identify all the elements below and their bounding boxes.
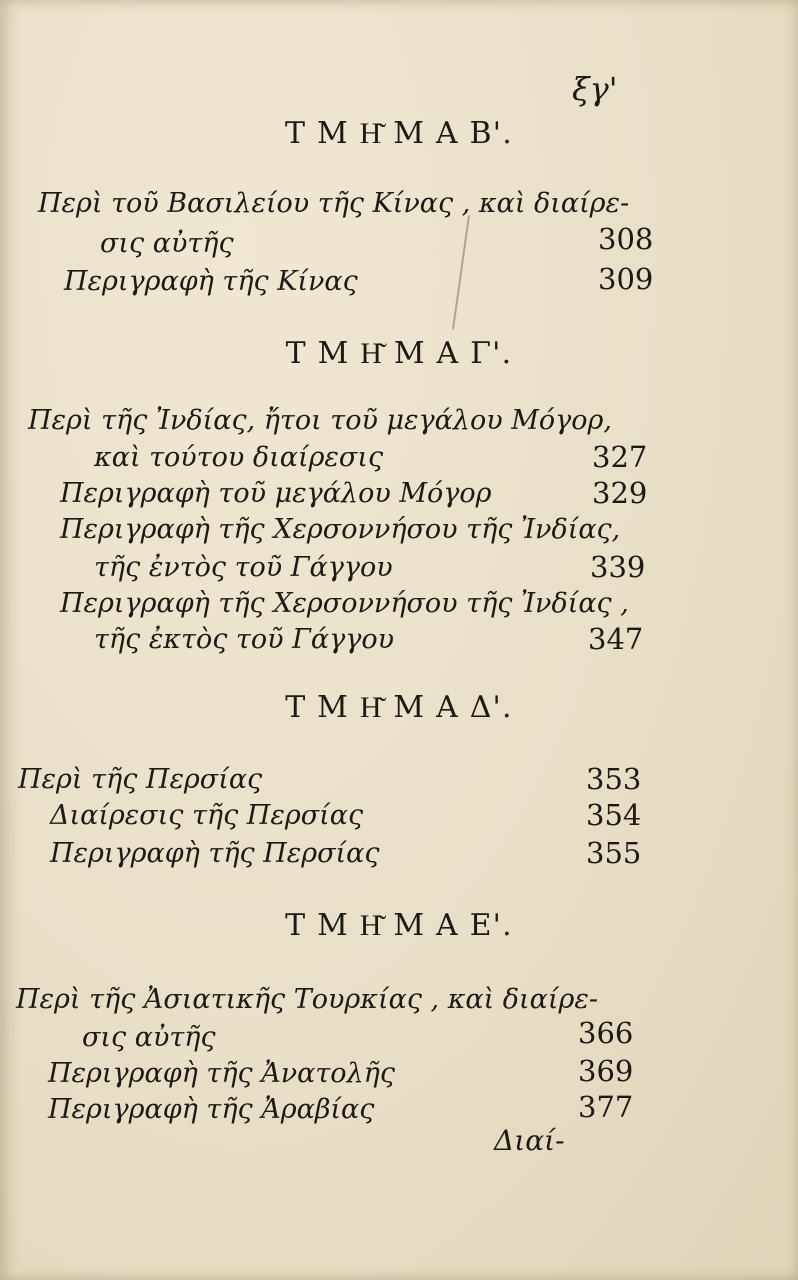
toc-entry-text: Διαίρεσις τῆς Περσίας — [50, 800, 364, 831]
folio-number: ξγ' — [572, 70, 618, 108]
toc-page-number: 353 — [586, 762, 642, 796]
toc-entry-text: Περιγραφὴ τῆς Κίνας — [64, 266, 358, 297]
toc-entry-text: Περιγραφὴ τοῦ μεγάλου Μόγορ — [60, 478, 492, 509]
section-heading-d: Τ Μ Η͂ Μ Α Δ'. — [285, 690, 513, 725]
toc-page-number: 354 — [586, 798, 642, 832]
toc-page-number: 339 — [590, 550, 646, 584]
toc-entry-text: τῆς ἐκτὸς τοῦ Γάγγου — [94, 624, 395, 655]
toc-page-number: 309 — [598, 262, 654, 296]
toc-page-number: 369 — [578, 1054, 634, 1088]
section-heading-b: Τ Μ Η͂ Μ Α Β'. — [285, 116, 513, 151]
toc-entry-text: τῆς ἐντὸς τοῦ Γάγγου — [94, 552, 393, 583]
toc-page-number: 327 — [592, 440, 648, 474]
toc-page-number: 308 — [598, 222, 654, 256]
toc-entry-text: καὶ τούτου διαίρεσις — [94, 442, 384, 473]
toc-page-number: 377 — [578, 1090, 634, 1124]
toc-page-number: 366 — [578, 1016, 634, 1050]
toc-entry-text: Περιγραφὴ τῆς Ἀραβίας — [48, 1094, 375, 1125]
catchword: Διαί- — [494, 1124, 565, 1157]
section-heading-g: Τ Μ Η͂ Μ Α Γ'. — [285, 336, 513, 371]
toc-entry-text: Περιγραφὴ τῆς Ἀνατολῆς — [48, 1058, 395, 1089]
toc-entry-text: Περὶ τῆς Περσίας — [18, 764, 263, 795]
toc-page-number: 329 — [592, 476, 648, 510]
ink-mark — [452, 215, 470, 329]
toc-entry-text: Περὶ τῆς Ἀσιατικῆς Τουρκίας , καὶ διαίρε- — [16, 984, 598, 1015]
toc-page-number: 347 — [588, 622, 644, 656]
toc-page-number: 355 — [586, 836, 642, 870]
toc-entry-text: Περιγραφὴ τῆς Περσίας — [50, 838, 380, 869]
toc-entry-text: σις αὐτῆς — [100, 228, 234, 259]
toc-entry-text: Περιγραφὴ τῆς Χερσοννήσου τῆς Ἰνδίας , — [60, 588, 629, 619]
toc-entry-text: Περιγραφὴ τῆς Χερσοννήσου τῆς Ἰνδίας, — [60, 514, 621, 545]
section-heading-e: Τ Μ Η͂ Μ Α Ε'. — [285, 908, 513, 943]
toc-entry-text: Περὶ τοῦ Βασιλείου τῆς Κίνας , καὶ διαίρε- — [38, 188, 630, 219]
toc-entry-text: σις αὐτῆς — [82, 1022, 216, 1053]
toc-entry-text: Περὶ τῆς Ἰνδίας, ἤτοι τοῦ μεγάλου Μόγορ, — [28, 405, 612, 436]
